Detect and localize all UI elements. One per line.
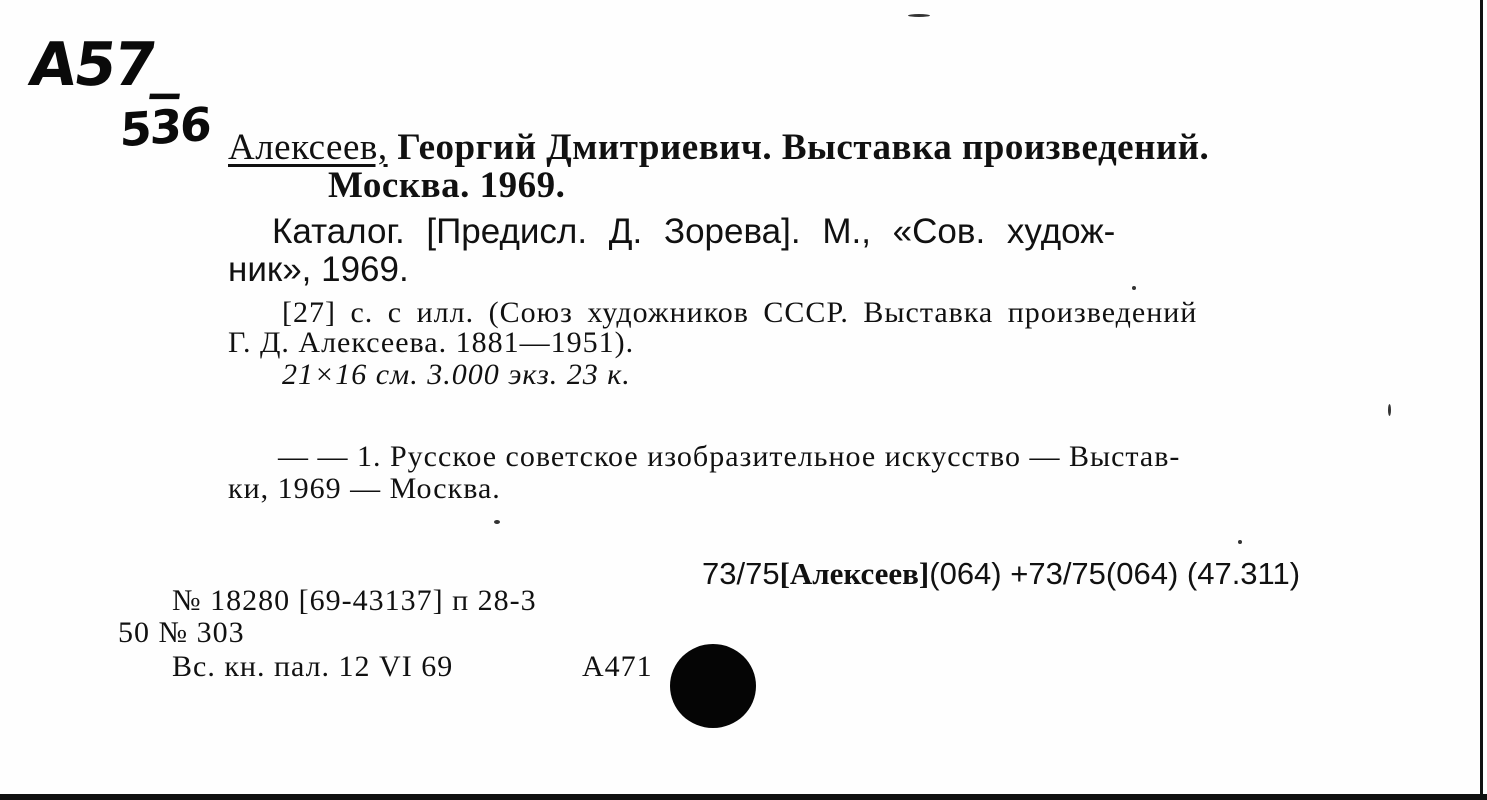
speck-mark	[494, 520, 500, 524]
heading-place-year: Москва. 1969.	[328, 165, 566, 206]
speck-mark	[1238, 540, 1242, 544]
collation-line1: [27] с. с илл. (Союз художников СССР. Выставка произведений	[282, 296, 1198, 329]
card-edge-right	[1480, 0, 1483, 800]
card-edge-bottom	[0, 794, 1487, 800]
handwritten-shelfmark-line2: 536	[119, 96, 211, 158]
registry-line2: 50 № 303	[118, 616, 245, 649]
card-code: А471	[582, 650, 653, 683]
registry-line1: № 18280 [69-43137] п 28-3	[172, 584, 537, 617]
punched-hole	[670, 644, 756, 728]
registry-line3: Вс. кн. пал. 12 VI 69	[172, 650, 454, 683]
speck-mark	[1388, 404, 1391, 416]
classification-rest: (064) +73/75(064) (47.311)	[929, 556, 1301, 591]
classification-number	[702, 556, 1300, 592]
heading-author-title	[228, 126, 1209, 169]
imprint-line1: Каталог. [Предисл. Д. Зорева]. М., «Сов. худож-	[272, 212, 1116, 251]
collation-line3: 21×16 см. 3.000 экз. 23 к.	[282, 358, 631, 391]
classification-bracket: [Алексеев]	[779, 556, 930, 591]
author-surname: Алексеев,	[228, 127, 388, 168]
collation-line2: Г. Д. Алексеева. 1881—1951).	[228, 326, 635, 359]
imprint-line2: ник», 1969.	[228, 250, 409, 289]
author-name-and-title: Георгий Дмитриевич. Выставка произведений.	[397, 127, 1210, 168]
subject-line1: — — 1. Русское советское изобразительное искусство — Выстав-	[278, 440, 1181, 473]
handwritten-shelfmark-line1: A57_	[25, 30, 187, 100]
speck-mark	[1132, 286, 1136, 290]
classification-prefix: 73/75	[702, 556, 780, 591]
speck-mark	[908, 14, 930, 17]
subject-line2: ки, 1969 — Москва.	[228, 472, 501, 505]
